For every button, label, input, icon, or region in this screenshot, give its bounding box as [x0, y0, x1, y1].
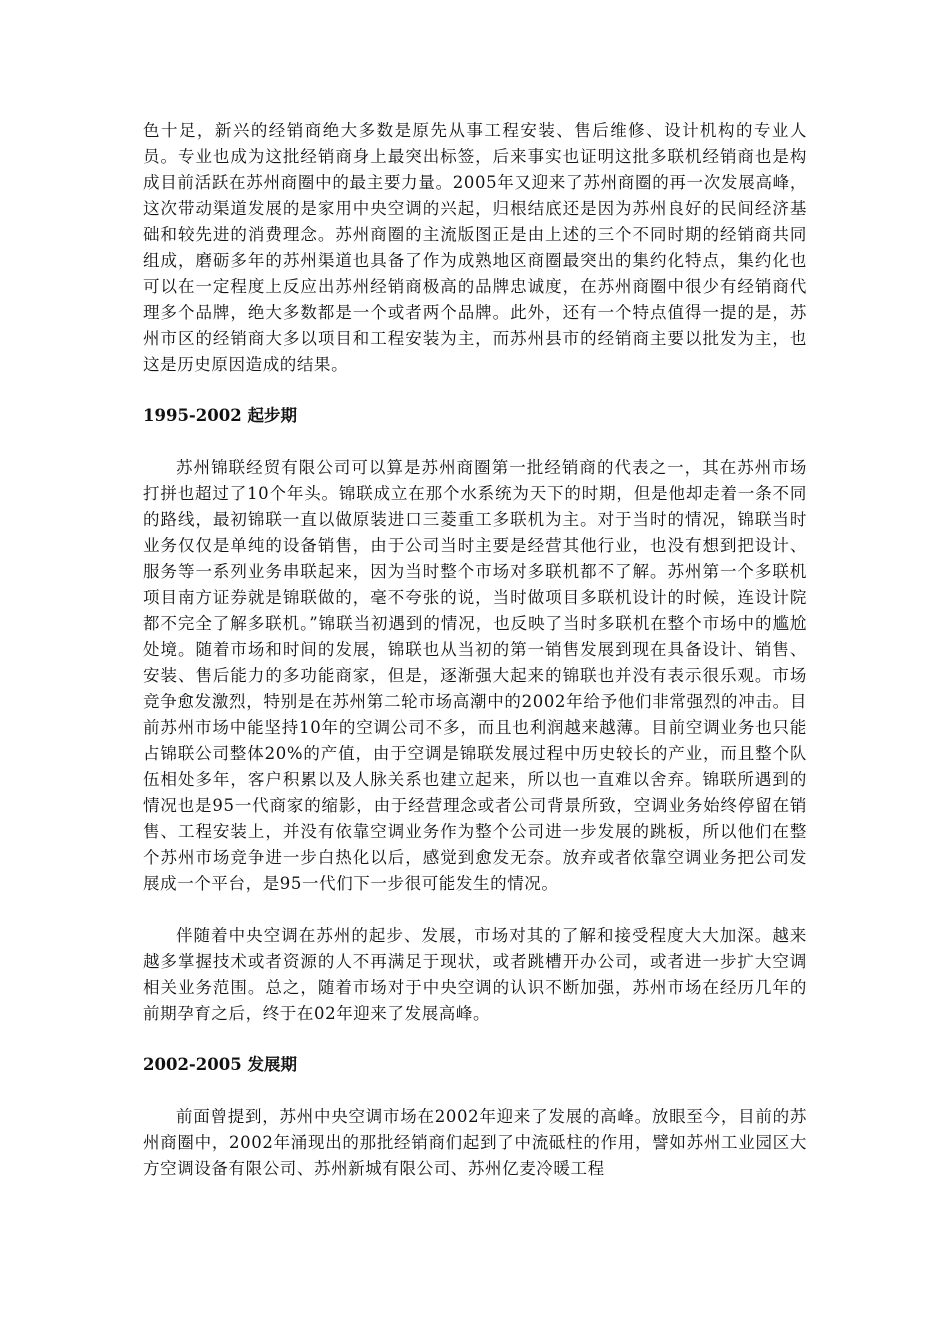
spacer	[143, 429, 807, 455]
spacer	[143, 1027, 807, 1052]
spacer	[143, 897, 807, 923]
intro-paragraph: 色十足，新兴的经销商绝大多数是原先从事工程安装、售后维修、设计机构的专业人员。专业也成为这批经销商身上最突出标签，后来事实也证明这批多联机经销商也是构成目前活跃在苏州商圈中的最主要力量。2005年又迎来了苏州商圈的再一次发展高峰，这次带动渠道发展的是家用中央空调的兴起，归根结底还是因为苏州良好的民间经济基础和较先进的消费理念。苏州商圈的主流版图正是由上述的三个不同时期的经销商共同组成，磨砺多年的苏州渠道也具备了作为成熟地区商圈最突出的集约化特点，集约化也可以在一定程度上反应出苏州经销商极高的品牌忠诚度，在苏州商圈中很少有经销商代理多个品牌，绝大多数都是一个或者两个品牌。此外，还有一个特点值得一提的是，苏州市区的经销商大多以项目和工程安装为主，而苏州县市的经销商主要以批发为主，也这是历史原因造成的结果。	[143, 121, 807, 374]
spacer	[143, 378, 807, 403]
section2-paragraph-1: 前面曾提到，苏州中央空调市场在2002年迎来了发展的高峰。放眼至今，目前的苏州商圈中，2002年涌现出的那批经销商们起到了中流砥柱的作用，譬如苏州工业园区大方空调设备有限公司、苏州新城有限公司、苏州亿麦冷暖工程	[143, 1107, 807, 1178]
spacer	[143, 1078, 807, 1104]
section-heading-development: 2002-2005 发展期	[143, 1055, 297, 1074]
section-heading-startup: 1995-2002 起步期	[143, 406, 297, 425]
section1-paragraph-2: 伴随着中央空调在苏州的起步、发展，市场对其的了解和接受程度大大加深。越来越多掌握技术或者资源的人不再满足于现状，或者跳槽开办公司，或者进一步扩大空调相关业务范围。总之，随着市场对于中央空调的认识不断加强，苏州市场在经历几年的前期孕育之后，终于在02年迎来了发展高峰。	[143, 926, 807, 1023]
document-page	[143, 118, 807, 1182]
section1-paragraph-1: 苏州锦联经贸有限公司可以算是苏州商圈第一批经销商的代表之一，其在苏州市场打拼也超过了10个年头。锦联成立在那个水系统为天下的时期，但是他却走着一条不同的路线，最初锦联一直以做原装进口三菱重工多联机为主。对于当时的情况，锦联当时业务仅仅是单纯的设备销售，由于公司当时主要是经营其他行业，也没有想到把设计、服务等一系列业务串联起来，因为当时整个市场对多联机都不了解。苏州第一个多联机项目南方证券就是锦联做的，毫不夸张的说，当时做项目多联机设计的时候，连设计院都不完全了解多联机。”锦联当初遇到的情况，也反映了当时多联机在整个市场中的尴尬处境。随着市场和时间的发展，锦联也从当初的第一销售发展到现在具备设计、销售、安装、售后能力的多功能商家，但是，逐渐强大起来的锦联也并没有表示很乐观。市场竞争愈发激烈，特别是在苏州第二轮市场高潮中的2002年给予他们非常强烈的冲击。目前苏州市场中能坚持10年的空调公司不多，而且也利润越来越薄。目前空调业务也只能占锦联公司整体20%的产值，由于空调是锦联发展过程中历史较长的产业，而且整个队伍相处多年，客户积累以及人脉关系也建立起来，所以也一直难以舍弃。锦联所遇到的情况也是95一代商家的缩影，由于经营理念或者公司背景所致，空调业务始终停留在销售、工程安装上，并没有依靠空调业务作为整个公司进一步发展的跳板，所以他们在整个苏州市场竞争进一步白热化以后，感觉到愈发无奈。放弃或者依靠空调业务把公司发展成一个平台，是95一代们下一步很可能发生的情况。	[143, 458, 807, 893]
